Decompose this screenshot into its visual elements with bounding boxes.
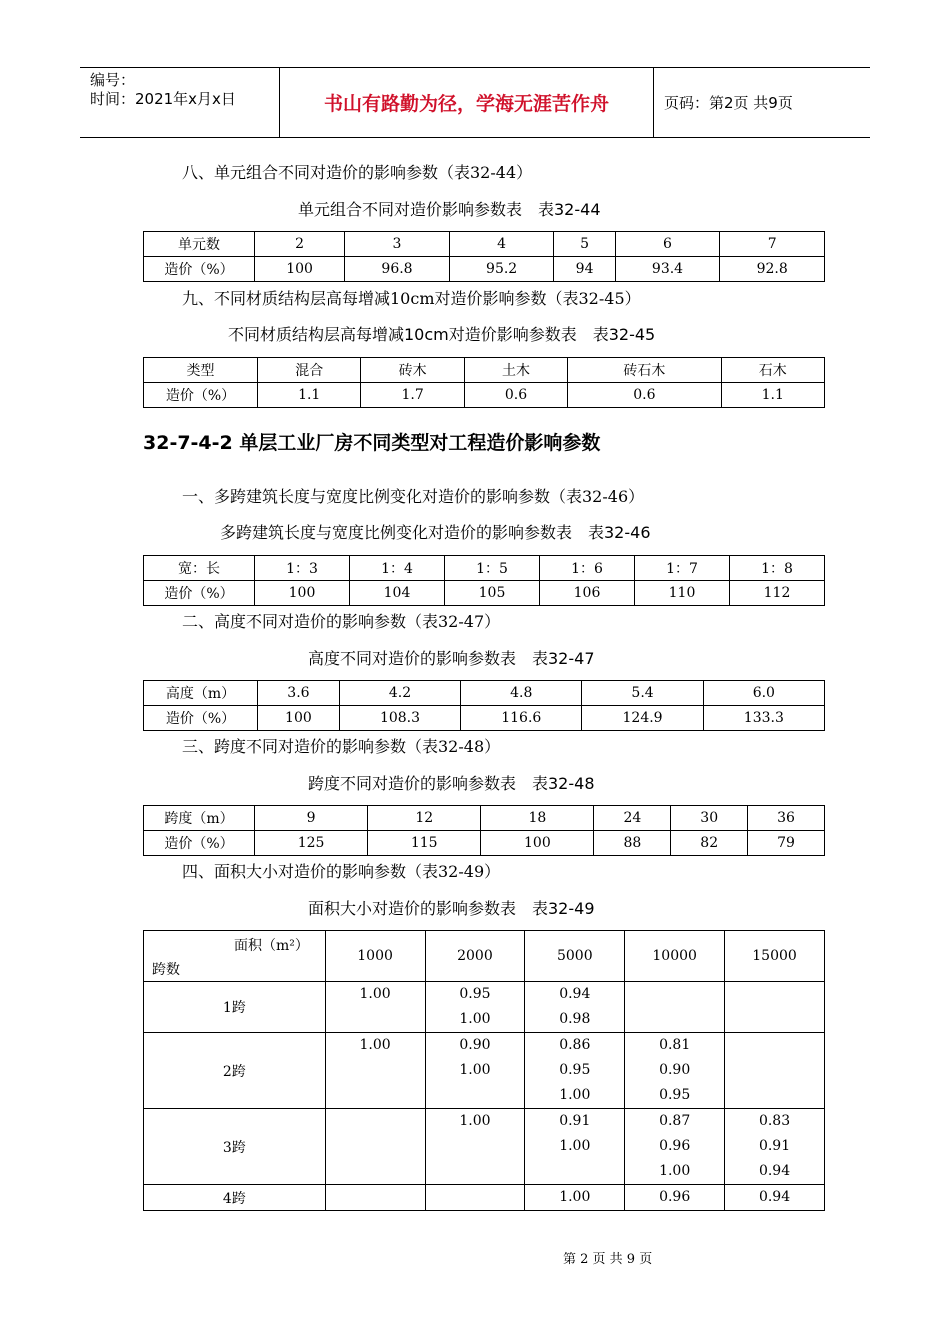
- cell-value: 0.96: [659, 1138, 691, 1154]
- table-cell: 95.2: [449, 257, 554, 282]
- cell-value: 0.86: [559, 1037, 591, 1053]
- table-cell: [425, 1185, 525, 1211]
- area-col-header: 1000: [325, 931, 425, 982]
- table-cell: [425, 1033, 525, 1109]
- table-cell: [525, 1109, 625, 1185]
- header-page-number: 页码：第2页 共9页: [664, 94, 793, 112]
- header-motto: 书山有路勤为径，学海无涯苦作舟: [280, 68, 654, 137]
- table-cell: 105: [445, 581, 540, 606]
- row-header-cell: 造价（%）: [144, 383, 258, 408]
- table-32-48-caption: 跨度不同对造价的影响参数表 表32-48: [308, 774, 595, 793]
- table-row: [144, 1109, 825, 1185]
- span-count-header-label: 跨数: [152, 962, 180, 978]
- table-cell: 112: [730, 581, 825, 606]
- header-date: 时间：2021年x月x日: [90, 90, 236, 108]
- area-col-header: 5000: [525, 931, 625, 982]
- table-cell: 6.0: [703, 681, 824, 706]
- table-cell: [325, 982, 425, 1033]
- table-cell: 3: [345, 232, 450, 257]
- table-cell: [425, 982, 525, 1033]
- table-cell: 0.6: [464, 383, 567, 408]
- table-cell: 79: [748, 831, 825, 856]
- table-32-44: [143, 231, 825, 282]
- cell-value: 0.95: [559, 1062, 591, 1078]
- cell-value: 0.87: [659, 1113, 691, 1129]
- section-8-title: 八、单元组合不同对造价的影响参数（表32-44）: [182, 163, 533, 182]
- row-header-cell: 造价（%）: [144, 706, 258, 731]
- cell-value: 1.00: [459, 1113, 491, 1129]
- table-cell: [625, 1185, 725, 1211]
- cell-value: 0.91: [758, 1138, 791, 1154]
- table-32-44-caption: 单元组合不同对造价影响参数表 表32-44: [298, 200, 601, 219]
- table-cell: 1：6: [540, 556, 635, 581]
- table-row: [144, 831, 825, 856]
- table-cell: 1.1: [721, 383, 824, 408]
- row-header-cell: 高度（m）: [144, 681, 258, 706]
- table-cell: 115: [368, 831, 481, 856]
- table-32-46: [143, 555, 825, 606]
- table-cell: 3.6: [258, 681, 340, 706]
- table-cell: 9: [255, 806, 368, 831]
- table-cell: 1：7: [635, 556, 730, 581]
- cell-value: 0.98: [559, 1011, 591, 1027]
- table-cell: 2: [255, 232, 345, 257]
- table-cell: [725, 1185, 825, 1211]
- table-cell: [725, 1109, 825, 1185]
- table-32-49: [143, 930, 825, 1211]
- table-cell: 1：8: [730, 556, 825, 581]
- table-cell: [625, 1109, 725, 1185]
- table-cell: 36: [748, 806, 825, 831]
- table-cell: 12: [368, 806, 481, 831]
- table-cell: 1：4: [350, 556, 445, 581]
- cell-value: 0.83: [758, 1113, 791, 1129]
- cell-value: 1.00: [359, 986, 391, 1002]
- row-header-cell: 跨度（m）: [144, 806, 255, 831]
- header-meta: [80, 68, 280, 137]
- table-32-46-caption: 多跨建筑长度与宽度比例变化对造价的影响参数表 表32-46: [220, 523, 651, 542]
- cell-value: 0.95: [659, 1087, 691, 1103]
- section-4-title: 四、面积大小对造价的影响参数（表32-49）: [182, 862, 501, 881]
- table-cell: 96.8: [345, 257, 450, 282]
- span-count-cell: 1跨: [144, 982, 326, 1033]
- table-cell: [725, 1033, 825, 1109]
- table-cell: 混合: [258, 358, 361, 383]
- table-32-45: [143, 357, 825, 408]
- section-3-title: 三、跨度不同对造价的影响参数（表32-48）: [182, 737, 501, 756]
- row-header-cell: 造价（%）: [144, 831, 255, 856]
- table-row: [144, 806, 825, 831]
- table-row: [144, 556, 825, 581]
- cell-value: 0.90: [659, 1062, 691, 1078]
- table-cell: 104: [350, 581, 445, 606]
- table-32-45-caption: 不同材质结构层高每增减10cm对造价影响参数表 表32-45: [228, 325, 656, 344]
- area-header-label: 面积（m²）: [234, 938, 309, 954]
- table-cell: 110: [635, 581, 730, 606]
- cell-value: 0.95: [459, 986, 491, 1002]
- cell-value: 1.00: [459, 1062, 491, 1078]
- table-cell: 133.3: [703, 706, 824, 731]
- table-32-48: [143, 805, 825, 856]
- table-cell: 100: [255, 581, 350, 606]
- table-cell: 4.8: [461, 681, 582, 706]
- table-cell: [625, 1033, 725, 1109]
- table-cell: 5: [554, 232, 615, 257]
- table-cell: [725, 982, 825, 1033]
- cell-value: 0.96: [659, 1189, 691, 1205]
- row-header-cell: 造价（%）: [144, 581, 255, 606]
- table-cell: [325, 1185, 425, 1211]
- table-32-47-caption: 高度不同对造价的影响参数表 表32-47: [308, 649, 595, 668]
- area-col-header: 10000: [625, 931, 725, 982]
- cell-value: 0.90: [459, 1037, 491, 1053]
- table-cell: [525, 1185, 625, 1211]
- header-number: 编号：: [90, 71, 136, 89]
- table-row: [144, 681, 825, 706]
- table-cell: 93.4: [615, 257, 720, 282]
- area-col-header: 2000: [425, 931, 525, 982]
- span-count-cell: 3跨: [144, 1109, 326, 1185]
- table-cell: 4.2: [339, 681, 460, 706]
- cell-value: 0.91: [559, 1113, 591, 1129]
- table-32-47: [143, 680, 825, 731]
- span-count-cell: 4跨: [144, 1185, 326, 1211]
- cell-value: 0.94: [559, 986, 591, 1002]
- cell-value: 0.94: [758, 1189, 791, 1205]
- table-row: [144, 257, 825, 282]
- cell-value: 0.94: [758, 1163, 791, 1179]
- table-cell: 5.4: [582, 681, 703, 706]
- table-cell: 土木: [464, 358, 567, 383]
- table-row: [144, 232, 825, 257]
- main-heading: 32-7-4-2 单层工业厂房不同类型对工程造价影响参数: [143, 432, 601, 454]
- table-cell: [325, 1109, 425, 1185]
- table-cell: 砖石木: [568, 358, 721, 383]
- table-cell: [425, 1109, 525, 1185]
- area-col-header: 15000: [725, 931, 825, 982]
- table-cell: 100: [481, 831, 594, 856]
- section-1-title: 一、多跨建筑长度与宽度比例变化对造价的影响参数（表32-46）: [182, 487, 645, 506]
- section-2-title: 二、高度不同对造价的影响参数（表32-47）: [182, 612, 501, 631]
- span-count-cell: 2跨: [144, 1033, 326, 1109]
- table-cell: 92.8: [720, 257, 825, 282]
- table-cell: 82: [671, 831, 748, 856]
- cell-value: 1.00: [559, 1138, 591, 1154]
- table-cell: 0.6: [568, 383, 721, 408]
- table-cell: 106: [540, 581, 635, 606]
- page-footer: 第 2 页 共 9 页: [563, 1252, 653, 1267]
- table-cell: 6: [615, 232, 720, 257]
- corner-header-cell: [144, 931, 326, 982]
- row-header-cell: 类型: [144, 358, 258, 383]
- table-cell: 116.6: [461, 706, 582, 731]
- table-cell: [625, 982, 725, 1033]
- table-cell: 125: [255, 831, 368, 856]
- table-cell: 4: [449, 232, 554, 257]
- row-header-cell: 造价（%）: [144, 257, 255, 282]
- cell-value: 0.81: [659, 1037, 691, 1053]
- table-cell: 100: [255, 257, 345, 282]
- table-cell: 124.9: [582, 706, 703, 731]
- table-row: [144, 982, 825, 1033]
- table-cell: [525, 982, 625, 1033]
- cell-value: 1.00: [359, 1037, 391, 1053]
- table-row: [144, 383, 825, 408]
- table-cell: 24: [594, 806, 671, 831]
- table-cell: 7: [720, 232, 825, 257]
- table-cell: 94: [554, 257, 615, 282]
- table-cell: 1.7: [361, 383, 464, 408]
- cell-value: 1.00: [559, 1189, 591, 1205]
- table-cell: 砖木: [361, 358, 464, 383]
- page-header: [80, 67, 870, 138]
- cell-value: 1.00: [559, 1087, 591, 1103]
- table-cell: 108.3: [339, 706, 460, 731]
- table-row: [144, 1185, 825, 1211]
- table-cell: [525, 1033, 625, 1109]
- table-cell: 石木: [721, 358, 824, 383]
- table-row: [144, 358, 825, 383]
- table-cell: 18: [481, 806, 594, 831]
- section-9-title: 九、不同材质结构层高每增减10cm对造价影响参数（表32-45）: [182, 289, 641, 308]
- cell-value: 1.00: [659, 1163, 691, 1179]
- table-cell: 100: [258, 706, 340, 731]
- row-header-cell: 单元数: [144, 232, 255, 257]
- table-cell: 1.1: [258, 383, 361, 408]
- table-cell: [325, 1033, 425, 1109]
- table-cell: 30: [671, 806, 748, 831]
- table-cell: 1：5: [445, 556, 540, 581]
- table-cell: 1：3: [255, 556, 350, 581]
- table-32-49-caption: 面积大小对造价的影响参数表 表32-49: [308, 899, 595, 918]
- table-row: [144, 581, 825, 606]
- cell-value: 1.00: [459, 1011, 491, 1027]
- row-header-cell: 宽：长: [144, 556, 255, 581]
- table-cell: 88: [594, 831, 671, 856]
- table-row: [144, 706, 825, 731]
- table-row: [144, 1033, 825, 1109]
